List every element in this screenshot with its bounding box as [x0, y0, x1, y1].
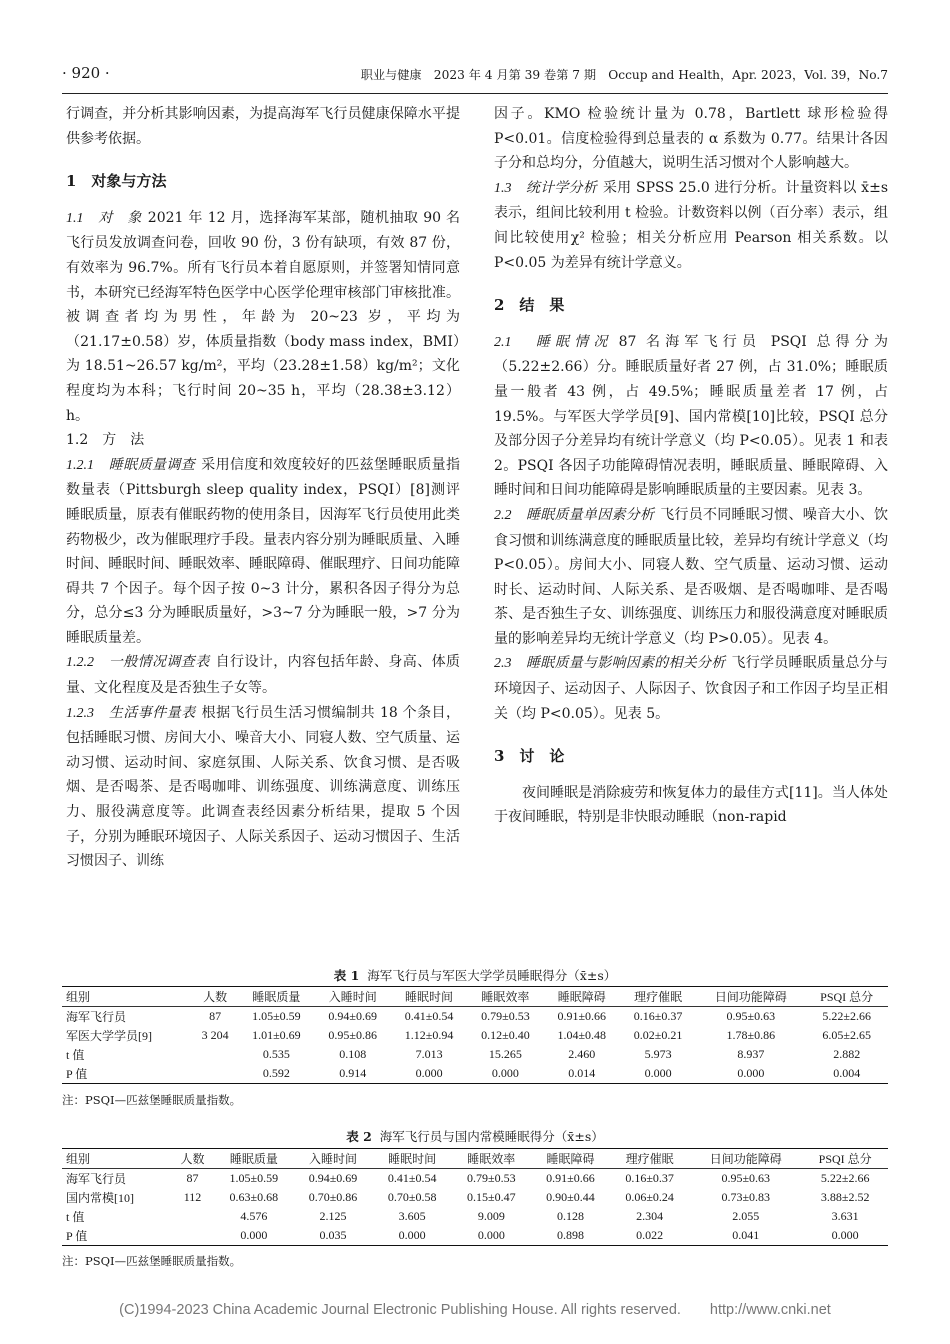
table-cell — [192, 1064, 238, 1084]
section-1-2-1 — [66, 453, 460, 651]
table-cell: 0.000 — [644, 1066, 672, 1080]
table-cell: 5.973 — [644, 1047, 672, 1061]
section-2-3-text: 飞行学员睡眠质量总分与环境因子、运动因子、人际因子、饮食因子和工作因子均呈正相关（均 P<0.05）。见表 5。 — [494, 655, 888, 722]
table-cell: 0.63±0.68 — [229, 1190, 279, 1204]
table-cell: 0.914 — [339, 1066, 367, 1080]
table-1-header-row — [62, 987, 888, 1007]
table-cell: 组别 — [62, 987, 192, 1007]
table-1-label: 表 1 — [333, 968, 360, 983]
section-1-2-2-text: 自行设计，内容包括年龄、身高、体质量、文化程度及是否独生子女等。 — [66, 654, 461, 697]
table-cell: 睡眠质量 — [214, 1149, 293, 1169]
table-cell — [171, 1207, 215, 1226]
table-cell: 6.05±2.65 — [822, 1028, 871, 1042]
table-cell: 0.000 — [477, 1228, 505, 1242]
table-cell: t 值 — [66, 1048, 85, 1062]
table-cell: 3 204 — [201, 1028, 229, 1042]
table-cell: PSQI 总分 — [802, 1149, 888, 1169]
table-cell: 0.16±0.37 — [633, 1009, 683, 1023]
table-cell: 入睡时间 — [315, 987, 391, 1007]
table-cell — [192, 1045, 238, 1064]
table-cell: 87 — [209, 1009, 222, 1023]
table-cell: 0.000 — [737, 1066, 765, 1080]
section-2-1 — [494, 330, 888, 503]
table-cell: 1.04±0.48 — [557, 1028, 607, 1042]
table-cell: 1.12±0.94 — [404, 1028, 454, 1042]
table-cell: 0.94±0.69 — [328, 1009, 378, 1023]
table-cell: 人数 — [171, 1149, 215, 1169]
section-2-2 — [494, 503, 888, 652]
intro-paragraph: 行调查，并分析其影响因素，为提高海军飞行员健康保障水平提供参考依据。 — [66, 106, 460, 147]
table-cell: 7.013 — [415, 1047, 443, 1061]
table-2-label: 表 2 — [346, 1129, 372, 1144]
table-cell: 0.41±0.54 — [387, 1171, 437, 1185]
table-2-caption — [62, 1127, 888, 1145]
table-cell: 睡眠障碍 — [531, 1149, 610, 1169]
section-2-1-text: 87 名海军飞行员 PSQI 总得分为（5.22±2.66）分。睡眠质量好者 27 例，占 31.0%；睡眠质量一般者 43 例，占 49.5%；睡眠质量差者 17 例，占 19.5%。与军医大学学员[9]、国内常模[10]比较，PSQI 总分及部分因子分差异均有统计学意义（均 P<0.05）。见表 1 和表 2。PSQI 各因子功能障碍情况表明，睡眠质量、睡眠障碍、入睡时间和日间功能障碍是影响睡眠质量的主要因素。见表 3。 — [494, 333, 889, 499]
table-cell: 0.91±0.66 — [557, 1009, 607, 1023]
table-cell: 军医大学学员[9] — [66, 1029, 152, 1043]
table-1-title: 海军飞行员与军医大学学员睡眠得分（x̄±s） — [367, 968, 617, 983]
section-3-title: 3 讨 论 — [494, 747, 565, 766]
table-cell: PSQI 总分 — [805, 987, 888, 1007]
table-1 — [62, 986, 888, 1084]
table-cell: 0.041 — [732, 1228, 760, 1242]
section-2-1-heading: 2.1 睡眠情况 — [494, 334, 613, 350]
table-cell: P 值 — [66, 1229, 88, 1243]
section-1-2-3-heading: 1.2.3 生活事件量表 — [66, 705, 196, 721]
table-cell: 组别 — [62, 1149, 171, 1169]
table-cell: 87 — [186, 1171, 199, 1185]
table-2 — [62, 1148, 888, 1246]
left-column — [66, 102, 460, 874]
table-cell: 睡眠效率 — [467, 987, 543, 1007]
table-cell: 0.15±0.47 — [467, 1190, 516, 1204]
table-cell: 112 — [183, 1190, 202, 1204]
table-cell: 日间功能障碍 — [696, 987, 805, 1007]
table-cell: 睡眠时间 — [391, 987, 467, 1007]
table-cell: 0.022 — [636, 1228, 664, 1242]
table-cell: 3.631 — [831, 1209, 859, 1223]
table-cell: 8.937 — [737, 1047, 765, 1061]
table-cell: 0.898 — [556, 1228, 584, 1242]
table-row — [62, 1226, 888, 1246]
table-cell: 海军飞行员 — [66, 1010, 127, 1024]
table-cell: 0.94±0.69 — [308, 1171, 358, 1185]
table-cell: 1.01±0.69 — [252, 1028, 301, 1042]
section-1-1-text: 2021 年 12 月，选择海军某部，随机抽取 90 名飞行员发放调查问卷，回收 90 份，3 份有缺项，有效 87 份，有效率为 96.7%。所有飞行员本着自愿原则，并签署知情同意书，本研究已经海军特色医学中心医学伦理审核部门审核批准。被调查者均为男性，年龄为 20~23 岁，平均为（21.17±0.58）岁，体质量指数（body mass index，BMI）为 18.51~26.57 kg/m²，平均（23.28±1.58）kg/m²；文化程度均为本科；飞行时间 20~35 h，平均（28.38±3.12）h。 — [66, 209, 461, 424]
table-cell: 1.05±0.59 — [252, 1009, 301, 1023]
section-1-1 — [66, 206, 460, 428]
section-2-2-heading: 2.2 睡眠质量单因素分析 — [494, 507, 655, 523]
table-row — [62, 1064, 888, 1084]
table-row — [62, 1169, 888, 1189]
table-cell: 0.000 — [831, 1228, 859, 1242]
section-2-3 — [494, 651, 888, 726]
table-cell: 3.88±2.52 — [820, 1190, 870, 1204]
table-cell: 9.009 — [477, 1209, 505, 1223]
table-cell: 0.41±0.54 — [404, 1009, 454, 1023]
table-cell: 0.592 — [262, 1066, 290, 1080]
copyright-footer: (C)1994-2023 China Academic Journal Electronic Publishing House. All rights reserved. http://www.cnki.net — [119, 1302, 831, 1318]
table-cell: 0.90±0.44 — [546, 1190, 595, 1204]
table-cell: 理疗催眠 — [610, 1149, 689, 1169]
table-cell: 0.70±0.58 — [387, 1190, 437, 1204]
table-cell: 0.95±0.86 — [328, 1028, 378, 1042]
table-cell: 睡眠质量 — [238, 987, 314, 1007]
table-cell: 0.16±0.37 — [625, 1171, 674, 1185]
table-1-note: 注：PSQI—匹兹堡睡眠质量指数。 — [62, 1093, 242, 1107]
right-column — [494, 102, 888, 830]
table-cell: 人数 — [192, 987, 238, 1007]
section-1-3-heading: 1.3 统计学分析 — [494, 180, 597, 196]
table-cell: 3.605 — [398, 1209, 426, 1223]
table-cell: 0.79±0.53 — [467, 1171, 516, 1185]
table-cell: 睡眠障碍 — [544, 987, 620, 1007]
table-1-caption — [62, 966, 888, 984]
table-cell: 睡眠效率 — [452, 1149, 531, 1169]
section-1-title: 1 对象与方法 — [66, 172, 167, 191]
page-number: · 920 · — [62, 64, 110, 82]
table-cell: 理疗催眠 — [620, 987, 696, 1007]
header-rule — [62, 93, 888, 94]
table-cell: 1.05±0.59 — [229, 1171, 279, 1185]
table-cell: 2.055 — [732, 1209, 760, 1223]
section-2-title: 2 结 果 — [494, 296, 565, 315]
table-cell: 0.06±0.24 — [625, 1190, 674, 1204]
section-1-2-title: 1.2 方 法 — [66, 432, 145, 449]
table-cell: 国内常模[10] — [66, 1191, 134, 1205]
table-2-title: 海军飞行员与国内常模睡眠得分（x̄±s） — [379, 1129, 604, 1144]
table-cell: 0.95±0.63 — [726, 1009, 776, 1023]
table-cell: 0.91±0.66 — [546, 1171, 595, 1185]
running-header — [62, 64, 888, 86]
section-2-2-text: 飞行员不同睡眠习惯、噪音大小、饮食习惯和训练满意度的睡眠质量比较，差异均有统计学意义（均 P<0.05）。房间大小、同寝人数、空气质量、运动习惯、运动时长、运动时间、人际关系、是否吸烟、是否喝咖啡、是否喝茶、是否独生子女、训练强度、训练压力和服役满意度对睡眠质量的影响差异均无统计学意义（均 P>0.05）。见表 4。 — [494, 506, 888, 647]
journal-info: 职业与健康 2023 年 4 月第 39 卷第 7 期 Occup and Health，Apr. 2023，Vol. 39，No.7 — [360, 68, 888, 82]
table-cell: 0.035 — [319, 1228, 347, 1242]
table-cell: 0.108 — [339, 1047, 367, 1061]
table-cell: 0.79±0.53 — [481, 1009, 530, 1023]
table-row — [62, 1026, 888, 1045]
table-row — [62, 1188, 888, 1207]
table-cell: 5.22±2.66 — [822, 1009, 871, 1023]
table-cell: 0.000 — [398, 1228, 426, 1242]
table-cell: 5.22±2.66 — [820, 1171, 870, 1185]
table-cell: t 值 — [66, 1210, 85, 1224]
table-cell: 0.12±0.40 — [481, 1028, 530, 1042]
table-cell — [171, 1226, 215, 1246]
table-row — [62, 1007, 888, 1027]
section-1-2-1-text: 采用信度和效度较好的匹兹堡睡眠质量指数量表（Pittsburgh sleep quality index，PSQI）[8]测评睡眠质量，原表有催眠药物的使用条目，因海军飞行员使用此类药物极少，改为催眠理疗手段。量表内容分别为睡眠质量、入睡时间、睡眠时间、睡眠效率、睡眠障碍、催眠理疗、日间功能障碍共 7 个因子。每个因子按 0~3 计分，累积各因子得分为总分，总分≤3 分为睡眠质量好，>3~7 分为睡眠一般，>7 分为睡眠质量差。 — [66, 456, 461, 646]
table-cell: 日间功能障碍 — [689, 1149, 802, 1169]
section-3-text: 夜间睡眠是消除疲劳和恢复体力的最佳方式[11]。当人体处于夜间睡眠，特别是非快眼动睡眠（non-rapid — [494, 784, 888, 826]
table-cell: 2.882 — [833, 1047, 861, 1061]
section-1-2-2 — [66, 650, 460, 700]
table-cell: 2.304 — [636, 1209, 664, 1223]
section-1-2-2-heading: 1.2.2 一般情况调查表 — [66, 655, 210, 671]
table-cell: 0.000 — [240, 1228, 268, 1242]
table-2-note: 注：PSQI—匹兹堡睡眠质量指数。 — [62, 1254, 242, 1268]
table-cell: 0.70±0.86 — [308, 1190, 358, 1204]
table-cell: 0.004 — [833, 1066, 861, 1080]
section-1-3 — [494, 176, 888, 275]
table-cell: 2.125 — [319, 1209, 347, 1223]
section-1-2-3 — [66, 701, 460, 874]
table-2-header-row — [62, 1149, 888, 1169]
section-1-3-text: 采用 SPSS 25.0 进行分析。计量资料以 x̄±s 表示，组间比较利用 t 检验。计数资料以例（百分率）表示，组间比较使用χ² 检验；相关分析应用 Pearson 相关系数。以 P<0.05 为差异有统计学意义。 — [494, 179, 888, 271]
table-cell: 0.73±0.83 — [721, 1190, 771, 1204]
section-1-2-3-continued: 因子。KMO 检验统计量为 0.78，Bartlett 球形检验得 P<0.01。信度检验得到总量表的 α 系数为 0.77。结果计各因子分和总均分，分值越大，说明生活习惯对个人影响越大。 — [494, 106, 888, 172]
table-cell: 1.78±0.86 — [726, 1028, 776, 1042]
table-row — [62, 1207, 888, 1226]
table-cell: 入睡时间 — [293, 1149, 372, 1169]
table-cell: 海军飞行员 — [66, 1172, 127, 1186]
section-1-2-3-text: 根据飞行员生活习惯编制共 18 个条目，包括睡眠习惯、房间大小、噪音大小、同寝人数、空气质量、运动习惯、运动时间、家庭氛围、人际关系、饮食习惯、是否吸烟、是否喝茶、是否喝咖啡、训练强度、训练满意度、训练压力、服役满意度等。此调查表经因素分析结果，提取 5 个因子，分别为睡眠环境因子、人际关系因子、运动习惯因子、生活习惯因子、训练 — [66, 704, 461, 870]
table-row — [62, 1045, 888, 1064]
table-cell: 0.02±0.21 — [633, 1028, 683, 1042]
table-cell: 0.014 — [568, 1066, 596, 1080]
table-cell: 4.576 — [240, 1209, 268, 1223]
section-2-3-heading: 2.3 睡眠质量与影响因素的相关分析 — [494, 656, 726, 672]
table-cell: 0.000 — [415, 1066, 443, 1080]
table-cell: 睡眠时间 — [373, 1149, 452, 1169]
table-cell: 0.128 — [556, 1209, 584, 1223]
section-1-2-1-heading: 1.2.1 睡眠质量调查 — [66, 457, 196, 473]
table-cell: 0.535 — [262, 1047, 290, 1061]
table-cell: 0.95±0.63 — [721, 1171, 771, 1185]
table-cell: 15.265 — [488, 1047, 522, 1061]
table-cell: P 值 — [66, 1067, 88, 1081]
table-cell: 2.460 — [568, 1047, 596, 1061]
section-1-1-heading: 1.1 对 象 — [66, 210, 142, 226]
table-cell: 0.000 — [491, 1066, 519, 1080]
